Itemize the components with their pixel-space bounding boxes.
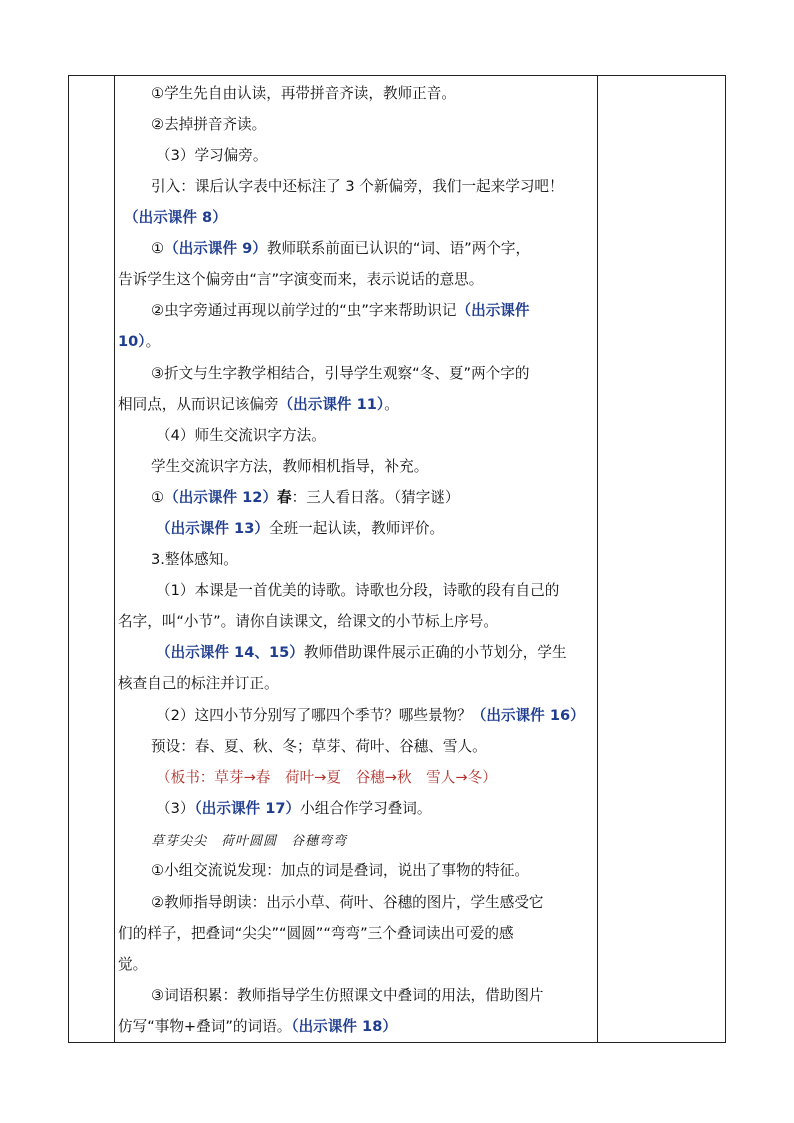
text-line: ③词语积累：教师指导学生仿照课文中叠词的用法，借助图片 — [151, 987, 544, 1004]
text-line: ②虫字旁通过再现以前学过的“虫”字来帮助识记（出示课件 — [151, 302, 530, 319]
courseware-ref: （出示课件 13） — [156, 520, 269, 537]
text-line: 预设：春、夏、秋、冬；草芽、荷叶、谷穗、雪人。 — [151, 738, 487, 755]
text-line: 们的样子，把叠词“尖尖”“圆圆”“弯弯”三个叠词读出可爱的感 — [118, 925, 514, 942]
text-line: 核查自己的标注并订正。 — [118, 675, 279, 692]
text-line: （3）学习偏旁。 — [156, 147, 268, 164]
text-line: 3.整体感知。 — [151, 551, 238, 568]
column-divider-right — [597, 76, 598, 1042]
text-line: （3）（出示课件 17）小组合作学习叠词。 — [156, 800, 432, 817]
column-divider-left — [114, 76, 115, 1042]
text-line: 仿写“事物+叠词”的词语。（出示课件 18） — [118, 1018, 397, 1035]
text-line: 引入：课后认字表中还标注了 3 个新偏旁，我们一起来学习吧！ — [151, 178, 564, 195]
text-line: 10）。 — [118, 333, 161, 350]
reduplicated-words: 草芽尖尖 荷叶圆圆 谷穗弯弯 — [151, 834, 348, 849]
courseware-ref: 10） — [118, 333, 146, 350]
courseware-ref: （出示课件 17） — [194, 800, 301, 817]
courseware-ref: （出示课件 12） — [164, 489, 278, 506]
text-line: （1）本课是一首优美的诗歌。诗歌也分段，诗歌的段有自己的 — [156, 582, 560, 599]
text-line: ①小组交流说发现：加点的词是叠词，说出了事物的特征。 — [151, 862, 529, 879]
courseware-ref: （出示课件 14、15） — [156, 644, 304, 661]
text-line: ②教师指导朗读：出示小草、荷叶、谷穗的图片，学生感受它 — [151, 894, 544, 911]
text-line — [124, 208, 227, 228]
courseware-ref: （出示课件 — [456, 302, 530, 319]
text-line: ①学生先自由认读，再带拼音齐读，教师正音。 — [151, 85, 456, 102]
text-line: （出示课件 14、15）教师借助课件展示正确的小节划分，学生 — [156, 644, 567, 661]
text-line: 告诉学生这个偏旁由“言”字演变而来，表示说话的意思。 — [118, 271, 484, 288]
courseware-ref: （出示课件 16） — [471, 707, 585, 724]
text-line — [151, 831, 347, 852]
text-line: （4）师生交流识字方法。 — [156, 427, 326, 444]
text-line: 名字，叫“小节”。请你自读课文，给课文的小节标上序号。 — [118, 613, 498, 630]
courseware-ref: （出示课件 8） — [124, 209, 227, 226]
courseware-ref: （出示课件 11） — [278, 396, 385, 413]
text-line: （出示课件 13）全班一起认读，教师评价。 — [156, 520, 445, 537]
text-line: ②去掉拼音齐读。 — [151, 116, 267, 133]
text-line: 相同点，从而识记该偏旁（出示课件 11）。 — [118, 396, 399, 413]
text-line: （2）这四小节分别写了哪四个季节？哪些景物？（出示课件 16） — [156, 707, 585, 724]
courseware-ref: （出示课件 9） — [164, 240, 267, 257]
blackboard-notes: （板书：草芽→春 荷叶→夏 谷穗→秋 雪人→冬） — [156, 769, 497, 786]
text-line: 觉。 — [118, 956, 148, 973]
courseware-ref: （出示课件 18） — [291, 1018, 397, 1035]
text-line: ①（出示课件 12）春：三人看日落。（猜字谜） — [151, 489, 460, 506]
text-line — [156, 768, 497, 788]
text-line: 学生交流识字方法，教师相机指导，补充。 — [151, 458, 429, 475]
text-line: ③折文与生字教学相结合，引导学生观察“冬、夏”两个字的 — [151, 365, 530, 382]
text-line: ①（出示课件 9）教师联系前面已认识的“词、语”两个字， — [151, 240, 531, 257]
